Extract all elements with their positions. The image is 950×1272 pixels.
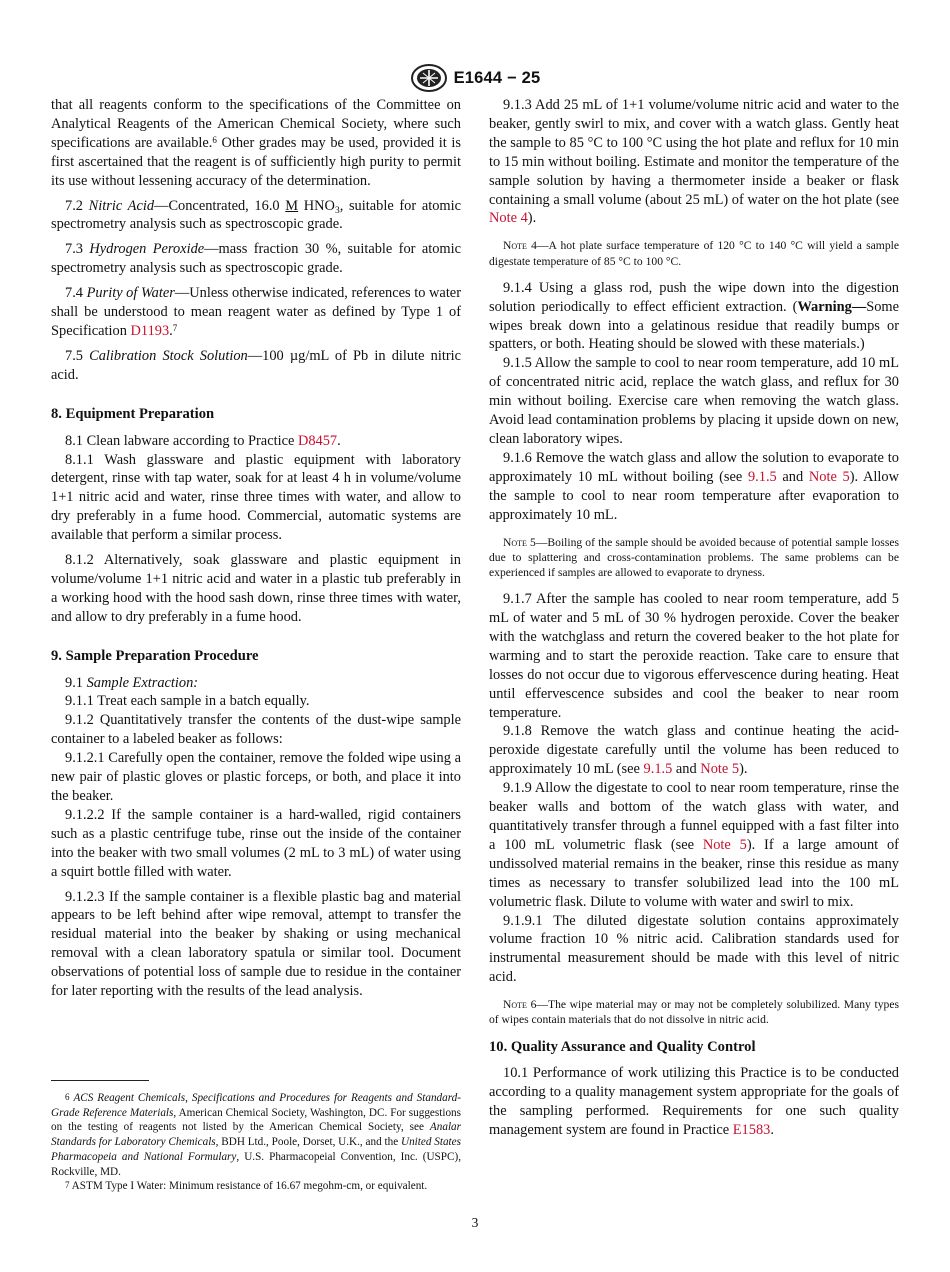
- footnote-7: [51, 1179, 461, 1194]
- right-column: [489, 96, 899, 1146]
- text-run: 9.1.8 Remove the watch glass and continue heating the acid-peroxide digestate carefully until the volume has been reduced to approximately 10 mL (see: [489, 723, 899, 778]
- page-number: 3: [471, 1215, 479, 1230]
- paragraph-9-1-8: [489, 722, 899, 779]
- note-6: [489, 997, 899, 1027]
- section-title: Nitric Acid: [88, 197, 155, 214]
- link-e1583[interactable]: E1583: [732, 1122, 771, 1139]
- section-title: Purity of Water: [86, 285, 175, 302]
- footnote-6: [51, 1091, 461, 1179]
- note-label: Note 4: [503, 239, 537, 253]
- note-4: [489, 238, 899, 268]
- astm-logo-icon: [410, 63, 448, 93]
- section-number: 9.1: [65, 674, 87, 691]
- footnote-mark: 7: [65, 1180, 70, 1191]
- footnote-divider: [51, 1080, 149, 1081]
- paragraph-9-1-6: [489, 449, 899, 525]
- text-run: —Concentrated, 16.0: [154, 197, 286, 214]
- text-run: ).: [527, 210, 537, 227]
- paragraph-9-1-3: [489, 96, 899, 228]
- paragraph-8-1: [51, 432, 461, 451]
- text-run: 9.1.4 Using a glass rod, push the wipe down into the digestion solution periodically to effect efficient extraction. (: [489, 279, 899, 315]
- document-id: E1644 − 25: [453, 68, 541, 87]
- paragraph-9-1-5: 9.1.5 Allow the sample to cool to near room temperature, add 10 mL of concentrated nitric acid, replace the watch glass, and reflux for 30 min without boiling. Exercise care when removing the watch glass. Avoid lead contamination problems by placing it upside down on new, clean laboratory wipes.: [489, 355, 899, 447]
- text-run: and: [672, 761, 701, 778]
- paragraph-7-3: [51, 240, 461, 278]
- text-run: .: [169, 322, 173, 339]
- text-run: , U.S. Pharmacopeial Convention, Inc. (USPC), Rockville, MD.: [51, 1150, 461, 1178]
- heading-section-9: 9. Sample Preparation Procedure: [51, 647, 259, 664]
- paragraph-reagents-continued: [51, 96, 461, 191]
- text-run: Other grades may be used, provided it is first ascertained that the reagent is of sufficiently high purity to permit its use without lessening accuracy of the determination.: [51, 134, 461, 189]
- subscript: 3: [334, 205, 340, 216]
- note-5: [489, 535, 899, 581]
- text-run: ). If a large amount of undissolved material remains in the beaker, rinse this residue as many times as necessary to transfer solubilized lead into the 100 mL volumetric flask. Dilute to volume with water and swirl to mix.: [489, 836, 899, 910]
- text-run: —mass fraction 30 %, suitable for atomic spectrometry analysis such as spectroscopic grade.: [51, 241, 461, 277]
- page-header: [0, 62, 950, 94]
- paragraph-9-1: [51, 674, 461, 693]
- heading-section-10: 10. Quality Assurance and Quality Control: [489, 1038, 756, 1055]
- link-note-4[interactable]: Note 4: [489, 210, 528, 227]
- molar-symbol: M: [285, 197, 299, 214]
- text-run: 9.1.6 Remove the watch glass and allow the solution to evaporate to approximately 10 mL without boiling (see: [489, 449, 899, 485]
- text-run: that all reagents conform to the specifications of the Committee on Analytical Reagents of the American Chemical Society, where such specifications are available.: [51, 97, 461, 151]
- paragraph-9-1-4: [489, 279, 899, 355]
- text-run: 9.1.3 Add 25 mL of 1+1 volume/volume nitric acid and water to the beaker, gently swirl to mix, and cover with a watch glass. Gently heat the sample to 85 °C to 100 °C using the hot plate and reflux for 10 min to 15 min without boiling. Estimate and monitor the temperature of the sample solution by having a thermometer inside a beaker or flask containing a small volume (about 25 mL) of water on the hot plate (see: [489, 97, 899, 208]
- paragraph-9-1-2: 9.1.2 Quantitatively transfer the contents of the dust-wipe sample container to a labeled beaker as follows:: [51, 712, 461, 748]
- text-run: —100 µg/mL of Pb in dilute nitric acid.: [51, 347, 462, 383]
- paragraph-9-1-1: 9.1.1 Treat each sample in a batch equally.: [65, 693, 310, 710]
- link-d8457[interactable]: D8457: [297, 432, 338, 449]
- left-column: [51, 96, 461, 1007]
- text-run: —Unless otherwise indicated, references to water shall be understood to mean reagent water as defined by Type 1 of Specification: [51, 285, 461, 339]
- text-run: HNO: [298, 197, 335, 214]
- text-run: 9.1.9 Allow the digestate to cool to near room temperature, rinse the beaker walls and bottom of the watch glass with water, and quantitatively transfer through a funnel equipped with a fast filter into a 100 mL volumetric flask (see: [489, 780, 899, 853]
- link-9-1-5[interactable]: 9.1.5: [643, 761, 673, 778]
- text-run: —A hot plate surface temperature of 120 °C to 140 °C will yield a sample digestate temperature of 85 °C to 100 °C.: [489, 239, 899, 268]
- link-note-5[interactable]: Note 5: [700, 761, 740, 778]
- text-run: 10.1 Performance of work utilizing this Practice is to be conducted according to a quality management system appropriate for the goals of the sampling performed. Requirements for one such quality management system are found in Practice: [489, 1065, 899, 1139]
- paragraph-9-1-2-3: 9.1.2.3 If the sample container is a flexible plastic bag and material appears to be left behind after wipe removal, attempt to transfer the residual material into the beaker by shaking or using mechanical removal with a clean laboratory spatula or similar tool. Document observations of potential loss of sample due to residue in the container for later reporting with the results of the lead analysis.: [51, 888, 461, 1000]
- text-run: ASTM Type I Water: Minimum resistance of 16.67 megohm-cm, or equivalent.: [69, 1180, 428, 1193]
- paragraph-9-1-7: 9.1.7 After the sample has cooled to near room temperature, add 5 mL of water and 5 mL of 30 % hydrogen peroxide. Cover the beaker with the watchglass and return the covered beaker to the hot plate for warming and to start the peroxide reaction. Take care to ensure that losses do not occur due to vigorous effervescence during heating. Heat until effervescence subsides and cool the beaker to near room temperature.: [489, 591, 899, 721]
- paragraph-9-1-9-1: 9.1.9.1 The diluted digestate solution contains approximately volume fraction 10 % nitric acid. Calibration standards used for instrumental measurement should be made with this level of nitric acid.: [489, 912, 899, 986]
- paragraph-7-5: [51, 347, 461, 385]
- link-d1193[interactable]: D1193: [130, 322, 170, 339]
- warning-label: Warning—: [797, 298, 867, 315]
- text-run: Some wipes break down into a gelatinous residue that readily bumps or spatters, or both. Heating should be slowed with these materials.): [489, 298, 899, 353]
- paragraph-9-1-2-2: 9.1.2.2 If the sample container is a hard-walled, rigid containers such as a plastic centrifuge tube, rinse out the inside of the container into the beaker with two small volumes (2 mL to 3 mL) of water using a squirt bottle filled with water.: [51, 806, 461, 880]
- footnotes: [51, 1080, 461, 1194]
- paragraph-9-1-2-1: 9.1.2.1 Carefully open the container, remove the folded wipe using a new pair of plastic gloves or plastic forceps, or both, and place it into the beaker.: [51, 750, 461, 804]
- footnote-ref-7[interactable]: 7: [172, 322, 178, 333]
- text-run: , American Chemical Society, Washington, DC. For suggestions on the testing of reagents not listed by the American Chemical Society, see: [51, 1106, 461, 1134]
- paragraph-8-1-1: 8.1.1 Wash glassware and plastic equipment with laboratory detergent, rinse with tap water, soak for at least 4 h in volume/volume 1+1 nitric acid and water, rinse three times with water, and allow to dry preferably in a fume hood. Commercial, automatic systems are available that perform a similar process.: [51, 451, 461, 544]
- citation-title: United States Pharmacopeia and National Formulary: [51, 1136, 461, 1163]
- text-run: —The wipe material may or may not be completely solubilized. Many types of wipes contain materials that do not dissolve in nitric acid.: [489, 998, 899, 1027]
- section-number: 7.5: [65, 347, 90, 364]
- note-label: Note 6: [503, 998, 537, 1012]
- section-title: Sample Extraction:: [86, 674, 199, 691]
- text-run: 8.1 Clean labware according to Practice: [65, 432, 298, 449]
- text-run: .: [337, 432, 341, 449]
- section-title: Calibration Stock Solution: [89, 347, 248, 364]
- section-number: 7.3: [65, 241, 90, 258]
- citation-title: Analar Standards for Laboratory Chemicals: [51, 1121, 461, 1149]
- paragraph-8-1-2: 8.1.2 Alternatively, soak glassware and plastic equipment in volume/volume 1+1 nitric acid and water in a plastic tub preferably in a working hood with the hood sash down, rinse three times with water, and allow to dry preferably in a fume hood.: [51, 552, 461, 625]
- text-run: ).: [739, 761, 748, 778]
- text-run: , suitable for atomic spectrometry analysis such as spectroscopic grade.: [51, 197, 462, 233]
- paragraph-7-4: [51, 284, 461, 341]
- text-run: , BDH Ltd., Poole, Dorset, U.K., and the: [215, 1136, 401, 1149]
- citation-title: ACS Reagent Chemicals, Specifications and Procedures for Reagents and Standard-Grade Reference Materials: [51, 1092, 461, 1119]
- link-note-5[interactable]: Note 5: [702, 836, 747, 853]
- footnote-ref-6[interactable]: 6: [212, 134, 217, 145]
- text-run: —Boiling of the sample should be avoided because of potential sample losses due to splattering and cross-contamination problems. The same problems can be experienced if samples are allowed to evaporate to dryness.: [489, 535, 899, 579]
- section-number: 7.2: [65, 197, 89, 214]
- text-run: .: [770, 1122, 774, 1139]
- paragraph-10-1: [489, 1064, 899, 1140]
- section-number: 7.4: [65, 285, 87, 302]
- paragraph-9-1-9: [489, 779, 899, 911]
- section-title: Hydrogen Peroxide: [89, 241, 205, 258]
- text-run: ). Allow the sample to cool to near room temperature after evaporation to approximately 10 mL.: [489, 468, 899, 523]
- link-note-5[interactable]: Note 5: [808, 468, 850, 485]
- link-9-1-5[interactable]: 9.1.5: [747, 468, 777, 485]
- paragraph-7-2: [51, 197, 461, 235]
- text-run: and: [776, 468, 809, 485]
- footnote-mark: 6: [65, 1092, 70, 1102]
- note-label: Note 5: [503, 535, 536, 549]
- heading-section-8: 8. Equipment Preparation: [51, 405, 215, 422]
